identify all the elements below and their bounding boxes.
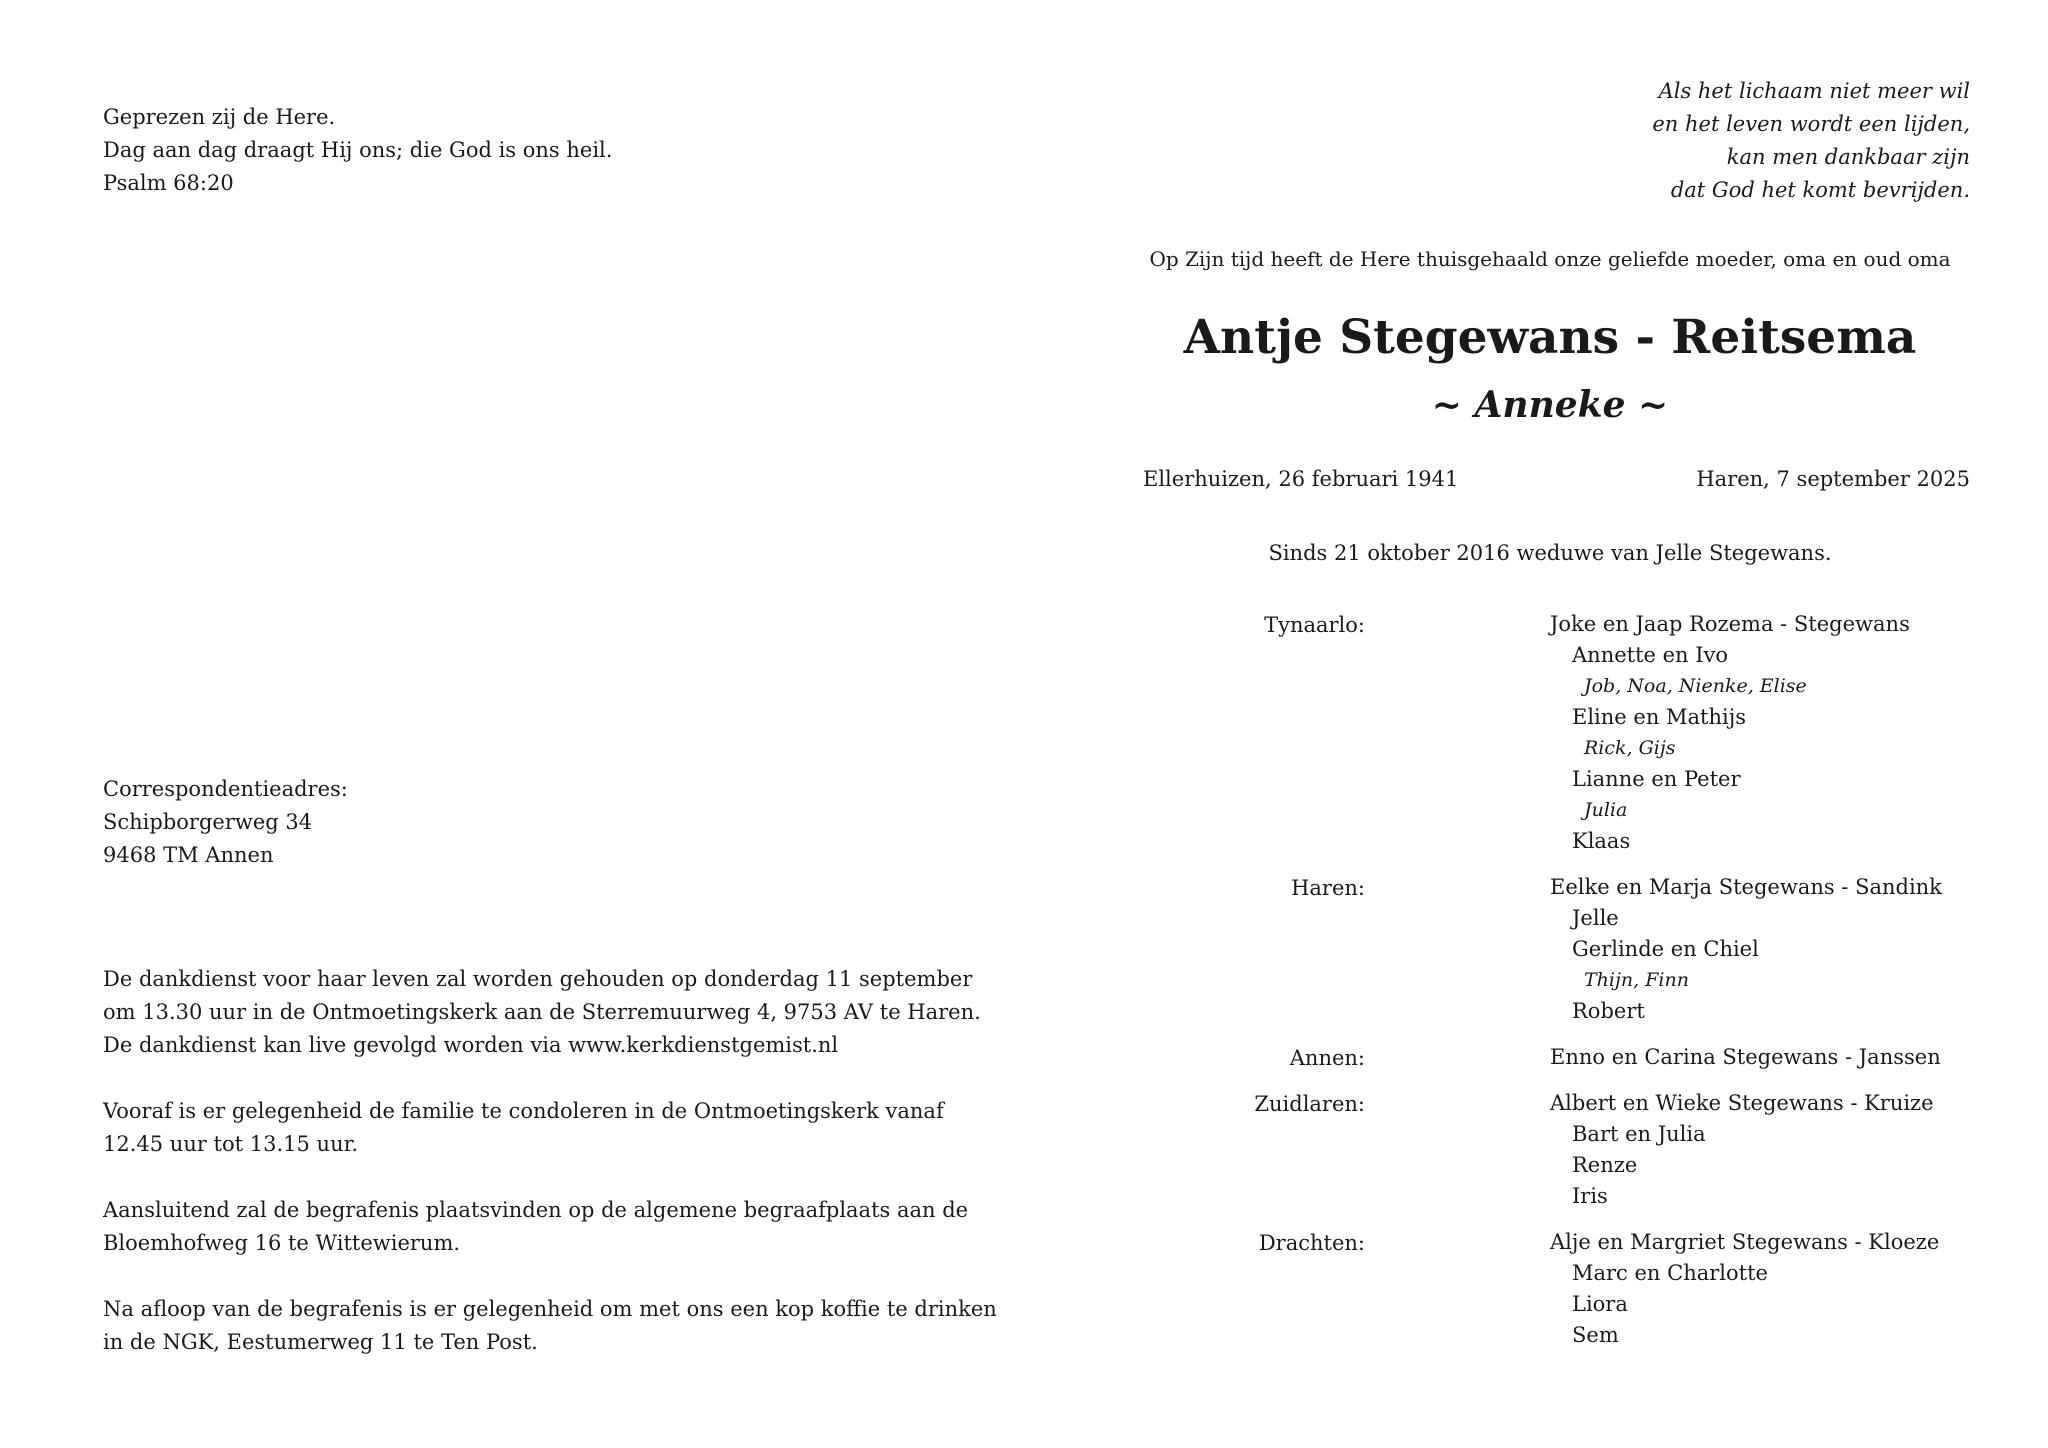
service-line: om 13.30 uur in de Ontmoetingskerk aan de Sterremuurweg 4, 9753 AV te Haren. <box>103 1000 981 1024</box>
death-place-date: Haren, 7 september 2025 <box>1696 467 1970 491</box>
poem-line: dat God het komt bevrijden. <box>1670 178 1970 202</box>
family-great-grandchildren: Rick, Gijs <box>1584 737 1676 759</box>
service-line: Bloemhofweg 16 te Wittewierum. <box>103 1231 461 1255</box>
service-line: Aansluitend zal de begrafenis plaatsvinden op de algemene begraafplaats aan de <box>103 1198 969 1222</box>
family-members <box>1550 609 2000 857</box>
family-members <box>1550 1227 2000 1351</box>
family-child: Alje en Margriet Stegewans - Kloeze <box>1550 1230 1940 1254</box>
service-details <box>103 963 997 1392</box>
poem-line: Als het lichaam niet meer wil <box>1658 79 1970 103</box>
family-group <box>1258 1227 2000 1351</box>
service-line: 12.45 uur tot 13.15 uur. <box>103 1132 359 1156</box>
family-group <box>1264 609 2000 857</box>
family-group <box>1289 1042 2000 1073</box>
family-child: Eelke en Marja Stegewans - Sandink <box>1550 875 1942 899</box>
address-city: 9468 TM Annen <box>103 843 274 867</box>
deceased-nickname: ~ Anneke ~ <box>1431 384 1669 426</box>
family-members <box>1550 1042 2000 1073</box>
service-paragraph <box>103 1293 997 1359</box>
family-great-grandchildren: Thijn, Finn <box>1584 969 1689 991</box>
widow-note: Sinds 21 oktober 2016 weduwe van Jelle Stegewans. <box>1268 541 1832 565</box>
address-street: Schipborgerweg 34 <box>103 810 313 834</box>
family-great-grandchildren: Job, Noa, Nienke, Elise <box>1584 675 1807 697</box>
family-grandchild: Annette en Ivo <box>1572 643 1729 667</box>
psalm-quote <box>103 101 612 200</box>
family-place: Zuidlaren: <box>1254 1092 1365 1116</box>
family-members <box>1550 872 2000 1027</box>
poem <box>1652 75 1970 207</box>
birth-place-date: Ellerhuizen, 26 februari 1941 <box>1143 467 1459 491</box>
correspondence-address <box>103 773 348 872</box>
family-grandchild: Liora <box>1572 1292 1628 1316</box>
family-child: Joke en Jaap Rozema - Stegewans <box>1550 612 1910 636</box>
service-line: De dankdienst voor haar leven zal worden gehouden op donderdag 11 september <box>103 967 973 991</box>
psalm-line: Dag aan dag draagt Hij ons; die God is ons heil. <box>103 138 613 162</box>
family-grandchild: Sem <box>1572 1323 1619 1347</box>
psalm-reference: Psalm 68:20 <box>103 171 234 195</box>
poem-line: en het leven wordt een lijden, <box>1652 112 1970 136</box>
deceased-name: Antje Stegewans - Reitsema <box>1183 310 1917 365</box>
family-grandchild: Iris <box>1572 1184 1608 1208</box>
family-members <box>1550 1088 2000 1212</box>
address-heading: Correspondentieadres: <box>103 777 348 801</box>
family-child: Enno en Carina Stegewans - Janssen <box>1550 1045 1941 1069</box>
family-grandchild: Lianne en Peter <box>1572 767 1741 791</box>
family-grandchild: Marc en Charlotte <box>1572 1261 1768 1285</box>
poem-line: kan men dankbaar zijn <box>1726 145 1970 169</box>
announcement-intro: Op Zijn tijd heeft de Here thuisgehaald onze geliefde moeder, oma en oud oma <box>1149 247 1951 271</box>
family-group <box>1254 1088 2000 1212</box>
service-paragraph <box>103 1095 944 1161</box>
family-grandchild: Bart en Julia <box>1572 1122 1706 1146</box>
family-grandchild: Klaas <box>1572 829 1631 853</box>
family-grandchild: Jelle <box>1572 906 1619 930</box>
family-group <box>1291 872 2000 1027</box>
service-line: De dankdienst kan live gevolgd worden via www.kerkdienstgemist.nl <box>103 1033 839 1057</box>
family-place: Haren: <box>1291 876 1365 900</box>
service-paragraph <box>103 963 981 1062</box>
service-line: in de NGK, Eestumerweg 11 te Ten Post. <box>103 1330 538 1354</box>
family-grandchild: Eline en Mathijs <box>1572 705 1747 729</box>
service-paragraph <box>103 1194 969 1260</box>
family-grandchild: Renze <box>1572 1153 1638 1177</box>
psalm-line: Geprezen zij de Here. <box>103 105 336 129</box>
service-line: Vooraf is er gelegenheid de familie te condoleren in de Ontmoetingskerk vanaf <box>103 1099 944 1123</box>
family-grandchild: Robert <box>1572 999 1645 1023</box>
family-list <box>1254 609 2000 1366</box>
family-place: Tynaarlo: <box>1264 613 1365 637</box>
family-child: Albert en Wieke Stegewans - Kruize <box>1550 1091 1934 1115</box>
family-grandchild: Gerlinde en Chiel <box>1572 937 1759 961</box>
service-line: Na afloop van de begrafenis is er gelegenheid om met ons een kop koffie te drinken <box>103 1297 997 1321</box>
family-place: Annen: <box>1289 1046 1365 1070</box>
family-great-grandchildren: Julia <box>1584 799 1628 821</box>
family-place: Drachten: <box>1258 1231 1365 1255</box>
